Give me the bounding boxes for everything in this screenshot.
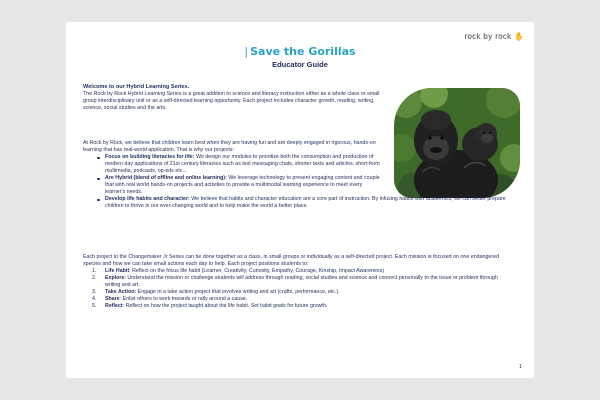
step-number: 1. [92, 268, 97, 274]
step-number: 5. [92, 303, 97, 309]
mission-steps [83, 268, 511, 310]
bullet-icon [97, 178, 100, 181]
title-text: Save the Gorillas [250, 45, 356, 58]
page-number: 1 [518, 364, 522, 370]
step-text: : Reflect on the focus life habit (Learner, Creativity, Curiosity, Empathy, Courage, Kinship, Impact Awareness) [129, 268, 384, 274]
title-bar-mark: | [244, 45, 249, 58]
page-subtitle: Educator Guide [272, 60, 328, 69]
list-item [83, 303, 511, 310]
bullet-icon [97, 157, 100, 160]
step-text: : Understand the mission or challenge students will address through reading, social studies and science and connect personally to the issue or problem through writing and art. [105, 275, 498, 288]
list-item [83, 289, 511, 296]
bullet-text: We design our modules to prioritize both the consumption and production of modern day applications of 21st century literacies such as text messaging chats, shorter texts and articles, short-form multimedia, podcasts, op-eds etc... [105, 154, 380, 174]
step-text: : Enlist others to work towards or rally around a cause. [119, 296, 248, 302]
bullet-label: Are Hybrid (blend of offline and online learning): [105, 175, 227, 181]
belief-section [83, 140, 506, 210]
gorilla-photo [394, 88, 520, 198]
document-page [66, 22, 534, 378]
belief-bullets [83, 154, 506, 210]
list-item [83, 296, 511, 303]
page-title [66, 45, 534, 58]
step-number: 4. [92, 296, 97, 302]
mission-body: Each project in the Changemaker Jr Series can be done together as a class, in small groups or individually as a self-directed project. Each mission is focused on one endangered species and how we can take small actions each day to help. Each project positions students to: [83, 254, 500, 267]
belief-body: At Rock by Rock, we believe that children learn best when they are having fun and are deeply engaged in rigorous, hands-on learning that has real-world application. That is why our projects: [83, 140, 376, 153]
list-item [83, 275, 511, 289]
mission-section [83, 254, 511, 310]
step-text: : Reflect on how the project taught about the life habit. Set habit goals for future growth. [122, 303, 328, 309]
step-label: Explore [105, 275, 125, 281]
logo-text: rock by rock [464, 32, 512, 41]
intro-section [83, 84, 383, 112]
rock-hand-icon: ✋ [513, 32, 524, 41]
bullet-label: Focus on building literacies for life: [105, 154, 195, 160]
step-label: Share [105, 296, 120, 302]
step-text: Engage in a take action project that involves writing and art (crafts, performance, etc.). [136, 289, 340, 295]
list-item [83, 196, 511, 210]
list-item [83, 154, 383, 175]
bullet-icon [97, 199, 100, 202]
step-label: Life Habit [105, 268, 130, 274]
bullet-text: We believe that habits and character education are a core part of instruction. By infusing habits with academics, we can better prepare children to thrive in our ever-changing world and to help make the world a better place. [105, 196, 506, 209]
intro-heading: Welcome to our Hybrid Learning Series. [83, 84, 190, 90]
rock-by-rock-logo [464, 32, 524, 41]
bullet-text: We leverage technology to present engaging content and couple that with real world hands-on projects and activities to provide a multimodal learning experience to meet every learner's needs. [105, 175, 380, 195]
step-label: Take Action: [105, 289, 137, 295]
step-number: 3. [92, 289, 97, 295]
list-item [83, 268, 511, 275]
list-item [83, 175, 383, 196]
step-label: Reflect [105, 303, 123, 309]
bullet-label: Develop life habits and character: [105, 196, 190, 202]
step-number: 2. [92, 275, 97, 281]
intro-body: The Rock by Rock Hybrid Learning Series is a great addition to science and literacy instruction either as a whole class or small group interdisciplinary unit or as a self-directed learning opportunity. Each project includes character growth, reading, writing, science, social studies and the arts. [83, 91, 380, 111]
